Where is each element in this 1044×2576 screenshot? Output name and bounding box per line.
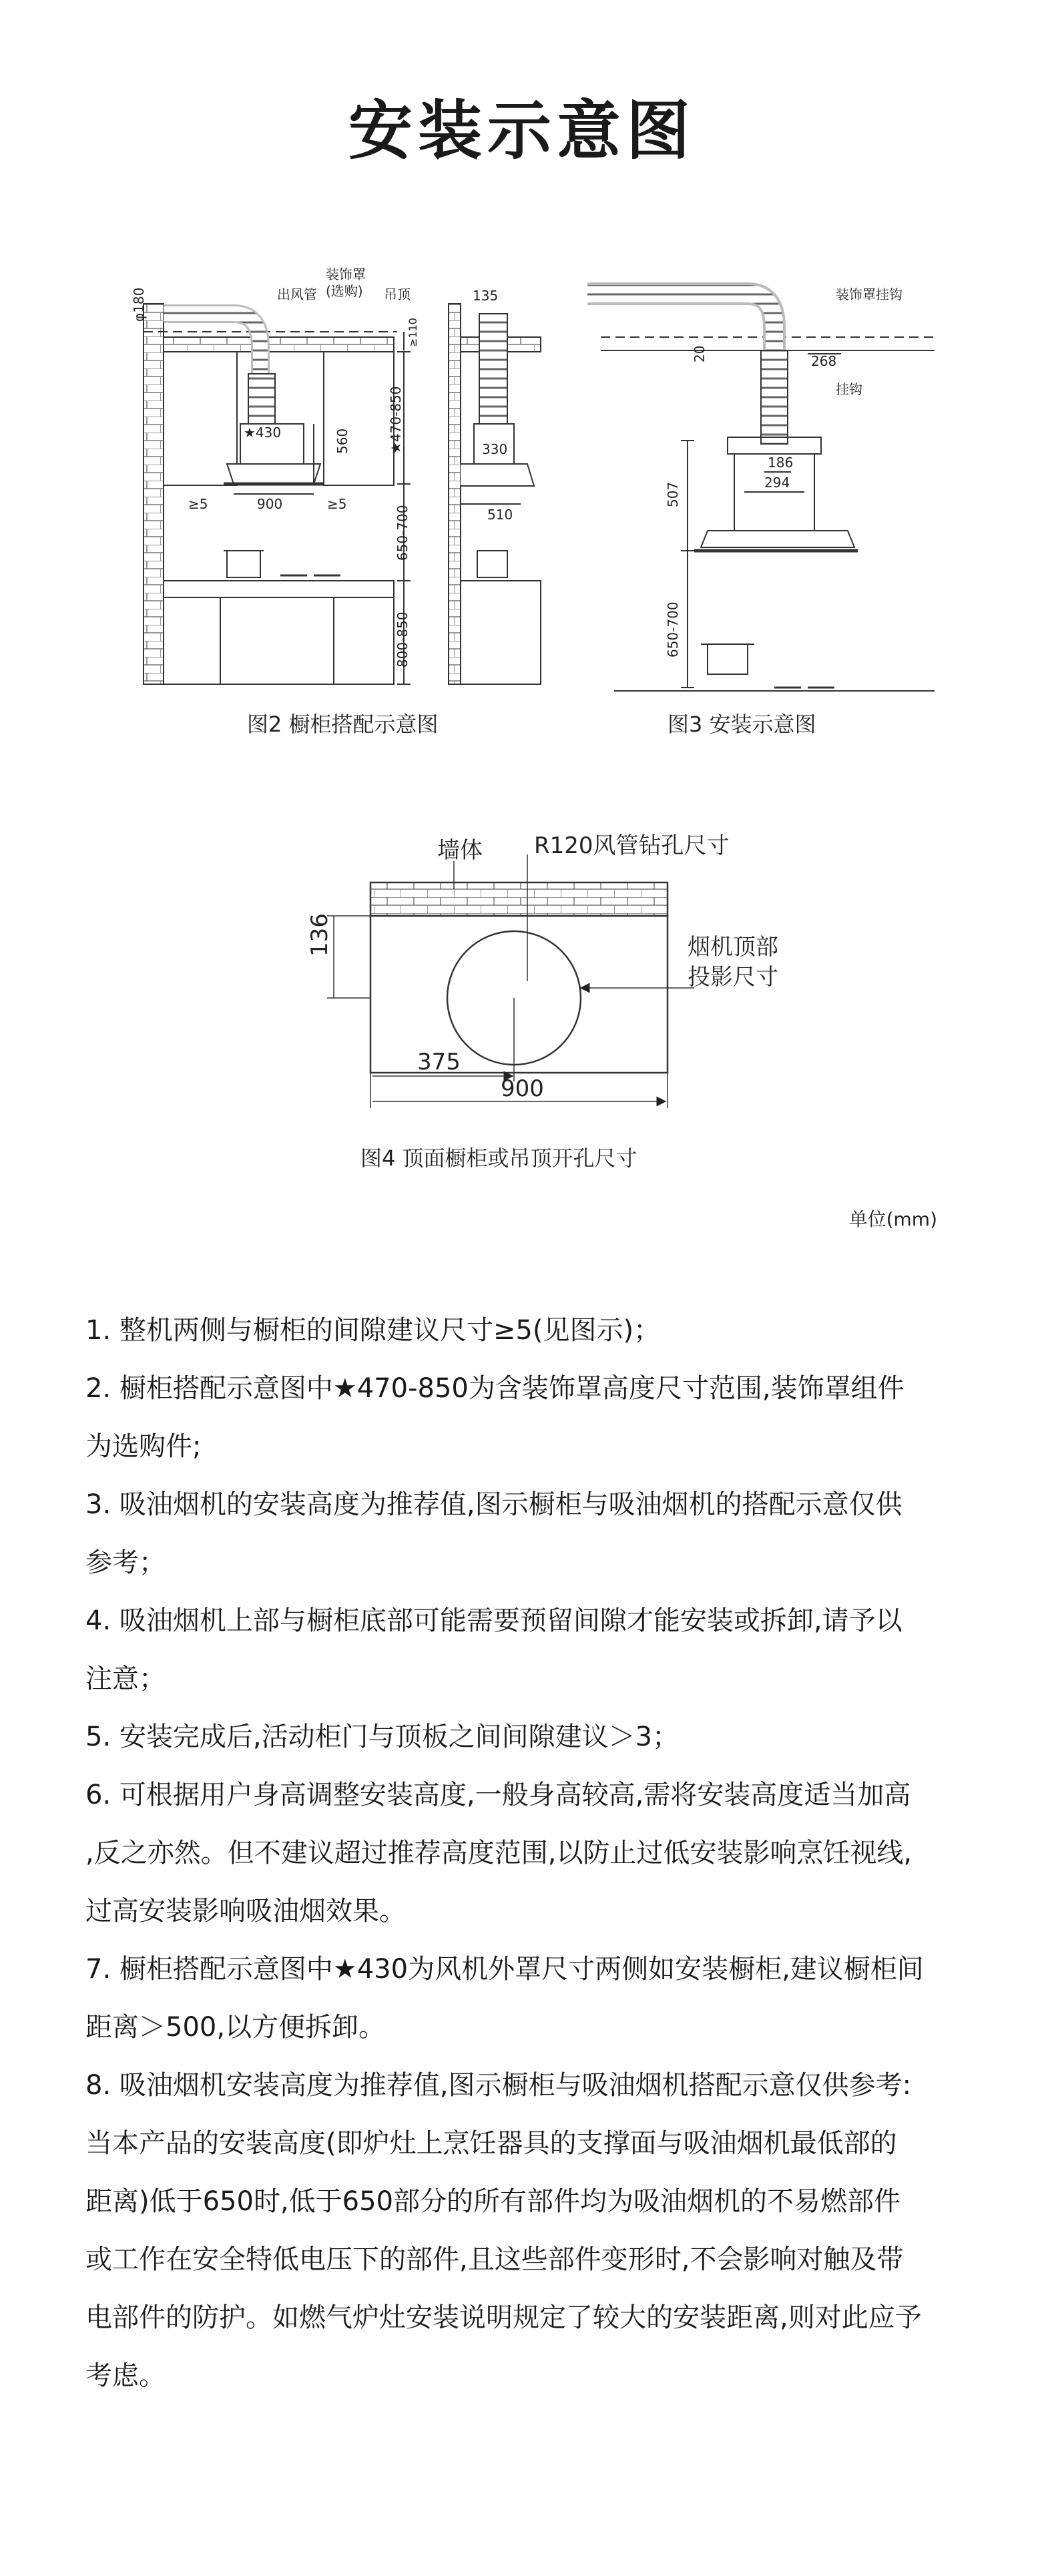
- diagram-canvas: [0, 0, 1044, 1175]
- figure-3-caption: 图3 安装示意图: [668, 712, 816, 737]
- dim-135: 135: [473, 288, 499, 304]
- note-line: 距离)低于650时,低于650部分的所有部件均为吸油烟机的不易燃部件: [85, 2186, 901, 2217]
- gap-right: ≥5: [327, 496, 347, 512]
- notes-list: [85, 1302, 973, 2405]
- dim-star-430: ★430: [244, 425, 282, 441]
- unit-label: 单位(mm): [848, 1208, 937, 1230]
- deco-cover-label: 装饰罩: [326, 266, 366, 282]
- dim-900-fig4: 900: [501, 1075, 544, 1102]
- figure-2-cabinet-layout: [144, 304, 541, 684]
- dim-268: 268: [811, 353, 837, 369]
- duct-diameter-label: φ180: [131, 287, 147, 322]
- dim-560: 560: [334, 428, 350, 454]
- wall-label: 墙体: [437, 837, 483, 864]
- wall: [144, 304, 164, 684]
- note-line: 1. 整机两侧与橱柜的间隙建议尺寸≥5(见图示)；: [85, 1315, 661, 1346]
- dim-110: ≥110: [407, 318, 419, 347]
- note-line: 参考；: [85, 1547, 166, 1578]
- dim-136: 136: [306, 913, 333, 957]
- note-line: 距离＞500,以方便拆卸。: [85, 2012, 386, 2043]
- dim-650-700: 650-700: [395, 505, 411, 561]
- hook-label: 挂钩: [836, 381, 862, 397]
- note-line: 2. 橱柜搭配示意图中★470-850为含装饰罩高度尺寸范围,装饰罩组件: [85, 1373, 904, 1404]
- deco-hook-label: 装饰罩挂钩: [836, 286, 902, 302]
- outlet-pipe-label: 出风管: [277, 286, 317, 302]
- note-line: 当本产品的安装高度(即炉灶上烹饪器具的支撑面与吸油烟机最低部的: [85, 2128, 897, 2159]
- figure-4-caption: 图4 顶面橱柜或吊顶开孔尺寸: [360, 1145, 637, 1171]
- figure-3-install: [587, 294, 935, 691]
- dim-650-700-fig3: 650-700: [665, 601, 681, 658]
- page-title: 安装示意图: [348, 93, 696, 168]
- note-line: 考虑。: [85, 2360, 166, 2391]
- dim-510: 510: [487, 507, 513, 523]
- note-line: 过高安装影响吸油烟效果。: [85, 1896, 406, 1926]
- projection-label-2: 投影尺寸: [688, 964, 778, 991]
- dim-294: 294: [764, 475, 790, 491]
- deco-cover-note: (选购): [326, 283, 363, 299]
- dim-507: 507: [665, 481, 681, 507]
- note-line: 3. 吸油烟机的安装高度为推荐值,图示橱柜与吸油烟机的搭配示意仅供: [85, 1489, 902, 1520]
- figure-2-caption: 图2 橱柜搭配示意图: [247, 712, 439, 737]
- figure-4-hole-size: [327, 854, 694, 1108]
- note-line: 为选购件;: [85, 1431, 202, 1462]
- note-line: 8. 吸油烟机安装高度为推荐值,图示橱柜与吸油烟机搭配示意仅供参考:: [85, 2070, 912, 2101]
- note-line: ,反之亦然。但不建议超过推荐高度范围,以防止过低安装影响烹饪视线,: [85, 1838, 912, 1868]
- dim-20: 20: [692, 345, 708, 362]
- note-line: 4. 吸油烟机上部与橱柜底部可能需要预留间隙才能安装或拆卸,请予以: [85, 1605, 902, 1636]
- hole-size-label: R120风管钻孔尺寸: [534, 832, 730, 859]
- note-line: 5. 安装完成后,活动柜门与顶板之间间隙建议＞3；: [85, 1722, 680, 1752]
- dim-800-850: 800-850: [395, 611, 411, 668]
- dim-375: 375: [417, 1049, 461, 1075]
- dim-470-850: ★470-850: [388, 386, 404, 454]
- dim-900: 900: [257, 496, 283, 512]
- note-line: 电部件的防护。如燃气炉灶安装说明规定了较大的安装距离,则对此应予: [85, 2302, 922, 2333]
- projection-label-1: 烟机顶部: [688, 934, 778, 961]
- gap-left: ≥5: [188, 496, 208, 512]
- dim-330: 330: [482, 441, 508, 457]
- note-line: 或工作在安全特低电压下的部件,且这些部件变形时,不会影响对触及带: [85, 2244, 904, 2275]
- note-line: 7. 橱柜搭配示意图中★430为风机外罩尺寸两侧如安装橱柜,建议橱柜间: [85, 1954, 924, 1985]
- note-line: 6. 可根据用户身高调整安装高度,一般身高较高,需将安装高度适当加高: [85, 1780, 911, 1810]
- note-line: 注意；: [85, 1663, 166, 1694]
- ceiling-label: 吊顶: [384, 286, 411, 302]
- dim-186: 186: [768, 455, 794, 471]
